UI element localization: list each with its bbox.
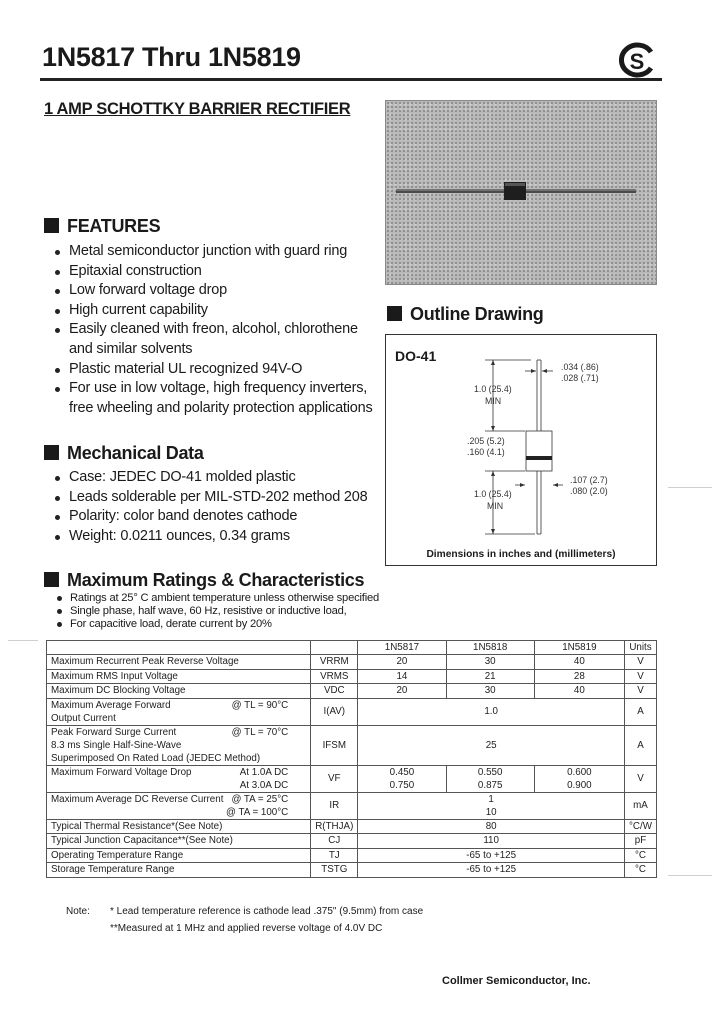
table-row: Typical Junction Capacitance**(See Note) CJ 110 pF <box>47 834 657 849</box>
table-row: Maximum Recurrent Peak Reverse Voltage VRRM 20 30 40 V <box>47 655 657 670</box>
list-item: Easily cleaned with freon, alcohol, chlorothene and similar solvents <box>45 320 385 359</box>
list-item: Metal semiconductor junction with guard ring <box>45 242 385 262</box>
title-rule <box>40 78 662 81</box>
list-item: Plastic material UL recognized 94V-O <box>45 360 385 380</box>
note-label: Note: <box>66 906 90 917</box>
table-row: Peak Forward Surge Current @ TL = 70°C 8.3 ms Single Half-Sine-Wave Superimposed On Rated Load (JEDEC Method) IFSM 25 A <box>47 725 657 765</box>
table-row: Maximum RMS Input Voltage VRMS 14 21 28 V <box>47 669 657 684</box>
table-row: Typical Thermal Resistance*(See Note) R(THJA) 80 °C/W <box>47 819 657 834</box>
dim-body-dia-min: .080 (2.0) <box>570 486 608 496</box>
list-item: Single phase, half wave, 60 Hz, resistive or inductive load, <box>55 605 395 618</box>
table-row: Maximum Forward Voltage Drop At 1.0A DC At 3.0A DC VF 0.450 0.750 0.550 0.875 0.600 0.900 V <box>47 765 657 792</box>
diode-outline-drawing <box>385 334 657 549</box>
scan-artifact <box>668 875 712 876</box>
list-item: For capacitive load, derate current by 20% <box>55 618 395 631</box>
table-row: Maximum Average DC Reverse Current @ TA = 25°C @ TA = 100°C IR 1 10 mA <box>47 792 657 819</box>
list-item: High current capability <box>45 301 385 321</box>
dim-body-length-max: .205 (5.2) <box>467 436 505 446</box>
list-item: Polarity: color band denotes cathode <box>45 507 385 527</box>
company-name: Collmer Semiconductor, Inc. <box>442 975 591 987</box>
dim-body-length-min: .160 (4.1) <box>467 447 505 457</box>
ratings-heading: Maximum Ratings & Characteristics <box>44 570 364 591</box>
table-row: Storage Temperature Range TSTG -65 to +125 °C <box>47 863 657 878</box>
section-square-icon <box>44 445 59 460</box>
col-1n5818: 1N5818 <box>446 641 534 655</box>
dim-body-dia-max: .107 (2.7) <box>570 475 608 485</box>
col-1n5819: 1N5819 <box>534 641 624 655</box>
list-item: For use in low voltage, high frequency inverters, free wheeling and polarity protection applications <box>45 379 385 418</box>
dim-lead-dia-max: .034 (.86) <box>561 362 599 372</box>
dim-min-bottom: MIN <box>487 501 504 511</box>
list-item: Case: JEDEC DO-41 molded plastic <box>45 468 385 488</box>
scan-artifact <box>668 487 712 488</box>
ratings-table <box>46 640 657 878</box>
dim-lead-length-top: 1.0 (25.4) <box>474 384 512 394</box>
table-row: Maximum DC Blocking Voltage VDC 20 30 40 V <box>47 684 657 699</box>
dimensions-caption: Dimensions in inches and (millimeters) <box>426 549 616 560</box>
page-subtitle: 1 AMP SCHOTTKY BARRIER RECTIFIER <box>44 100 351 118</box>
section-square-icon <box>44 218 59 233</box>
features-list <box>45 242 385 418</box>
outline-heading: Outline Drawing <box>387 304 544 325</box>
features-heading: FEATURES <box>44 216 160 237</box>
scan-artifact <box>8 640 38 641</box>
col-units: Units <box>624 641 656 655</box>
footnote-2: **Measured at 1 MHz and applied reverse voltage of 4.0V DC <box>110 923 383 934</box>
diode-image <box>386 101 658 286</box>
company-logo-icon <box>617 42 657 78</box>
table-row: Operating Temperature Range TJ -65 to +125 °C <box>47 848 657 863</box>
list-item: Low forward voltage drop <box>45 281 385 301</box>
table-row: Maximum Average Forward @ TL = 90°C Output Current I(AV) 1.0 A <box>47 698 657 725</box>
section-square-icon <box>387 306 402 321</box>
col-1n5817: 1N5817 <box>358 641 446 655</box>
footnote-1: * Lead temperature reference is cathode lead .375" (9.5mm) from case <box>110 906 424 917</box>
package-label: DO-41 <box>395 348 437 364</box>
dim-min-top: MIN <box>485 396 502 406</box>
page-title: 1N5817 Thru 1N5819 <box>42 42 301 72</box>
list-item: Leads solderable per MIL-STD-202 method 208 <box>45 488 385 508</box>
mechanical-list <box>45 468 385 546</box>
dim-lead-dia-min: .028 (.71) <box>561 373 599 383</box>
product-photo <box>385 100 657 285</box>
table-header-row <box>47 641 657 655</box>
list-item: Epitaxial construction <box>45 262 385 282</box>
section-square-icon <box>44 572 59 587</box>
list-item: Ratings at 25° C ambient temperature unless otherwise specified <box>55 592 395 605</box>
ratings-notes <box>55 592 395 630</box>
mechanical-heading: Mechanical Data <box>44 443 204 464</box>
list-item: Weight: 0.0211 ounces, 0.34 grams <box>45 527 385 547</box>
dim-lead-length-bottom: 1.0 (25.4) <box>474 489 512 499</box>
svg-text:S: S <box>629 49 645 74</box>
